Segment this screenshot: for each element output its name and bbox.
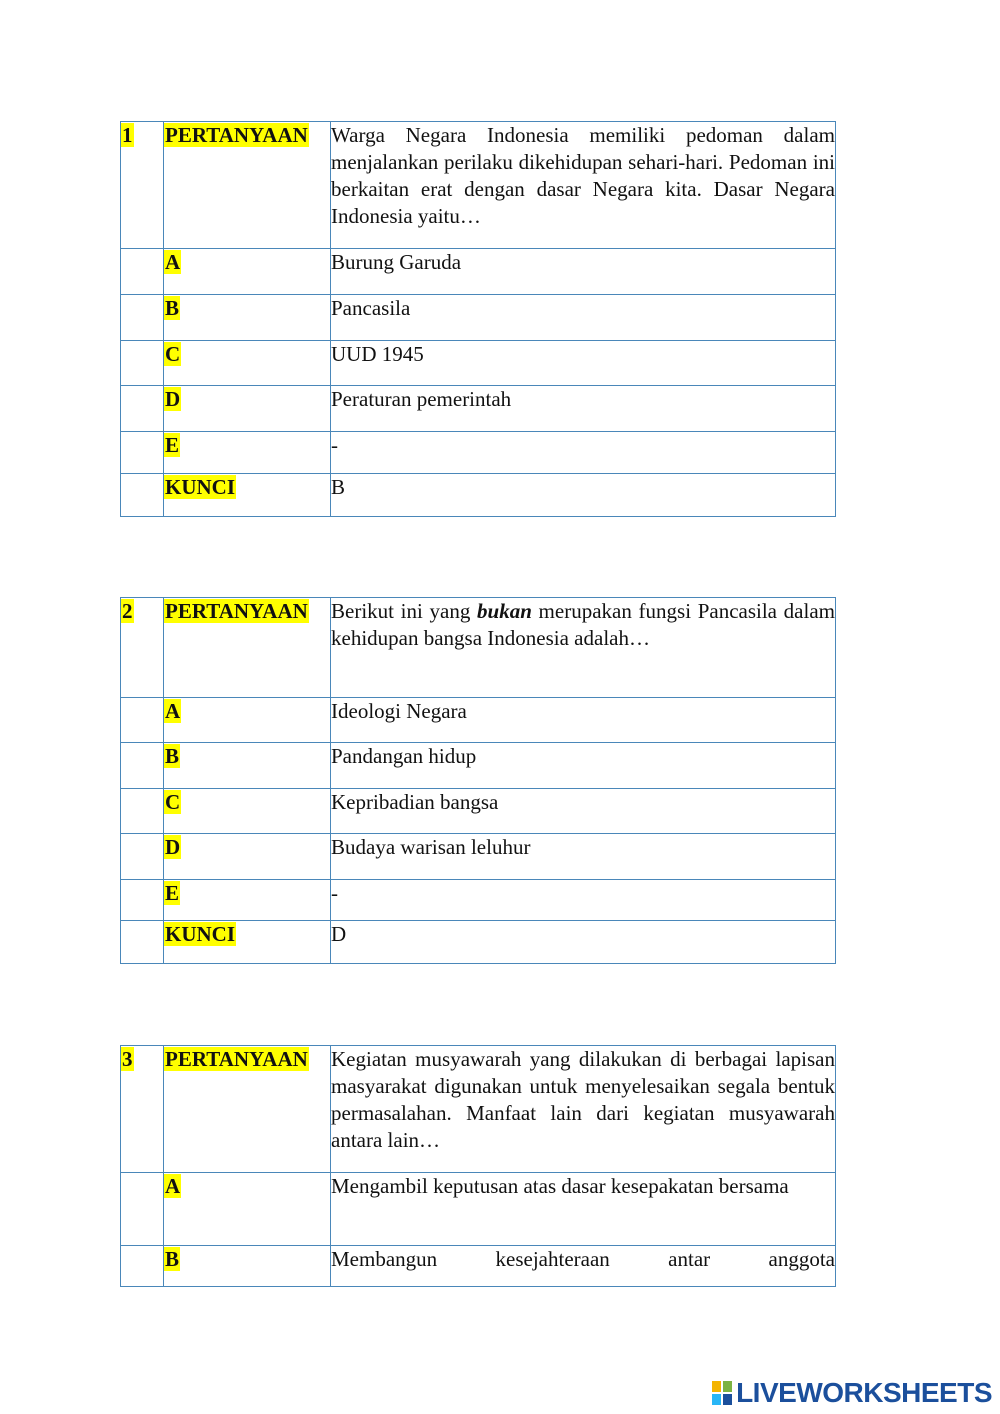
option-a[interactable]: Mengambil keputusan atas dasar kesepakatan bersama [331,1173,836,1246]
option-d[interactable]: Peraturan pemerintah [331,386,836,432]
question-number: 1 [122,123,133,147]
question-label: PERTANYAAN [165,599,308,623]
option-label-c: C [165,342,181,366]
option-a[interactable]: Burung Garuda [331,249,836,295]
question-2-table [120,597,836,964]
option-label-e: E [165,881,180,905]
brand-name: LIVEWORKSHEETS [736,1377,992,1408]
emphasis-word: bukan [477,599,532,623]
option-b[interactable]: Pandangan hidup [331,743,836,789]
option-b[interactable]: Membangun kesejahteraan antar anggota [331,1246,836,1287]
question-label-cell [164,122,331,249]
option-label-d: D [165,835,181,859]
option-b[interactable]: Pancasila [331,295,836,341]
question-number-cell [121,122,164,249]
option-label-a: A [165,699,181,723]
option-label-b: B [165,1247,180,1271]
answer-key-field[interactable]: D [331,921,836,964]
liveworksheets-logo [712,1376,992,1410]
question-label: PERTANYAAN [165,123,308,147]
question-1-table [120,121,836,517]
option-d[interactable]: Budaya warisan leluhur [331,834,836,880]
option-label-a: A [165,1174,181,1198]
liveworksheets-logo-icon [712,1381,732,1405]
question-number: 2 [122,599,133,623]
option-e[interactable]: - [331,880,836,921]
option-c[interactable]: Kepribadian bangsa [331,789,836,834]
option-c[interactable]: UUD 1945 [331,341,836,386]
key-label: KUNCI [165,922,236,946]
option-label-c: C [165,790,181,814]
question-text: Warga Negara Indonesia memiliki pedoman dalam menjalankan perilaku dikehidupan sehari-hari. Pedoman ini berkaitan erat dengan dasar Negara kita. Dasar Negara Indonesia yaitu… [331,122,836,249]
option-a[interactable]: Ideologi Negara [331,698,836,743]
option-label-a: A [165,250,181,274]
option-label-e: E [165,433,180,457]
question-label: PERTANYAAN [165,1047,308,1071]
option-label-d: D [165,387,181,411]
option-e[interactable]: - [331,432,836,474]
question-3-table [120,1045,836,1287]
question-text: Berikut ini yang bukan merupakan fungsi Pancasila dalam kehidupan bangsa Indonesia adalah… [331,598,836,698]
option-label-b: B [165,744,180,768]
key-label: KUNCI [165,475,236,499]
answer-key-field[interactable]: B [331,474,836,517]
question-number: 3 [122,1047,133,1071]
option-label-b: B [165,296,180,320]
question-text: Kegiatan musyawarah yang dilakukan di berbagai lapisan masyarakat digunakan untuk menyelesaikan segala bentuk permasalahan. Manfaat lain dari kegiatan musyawarah antara lain… [331,1046,836,1173]
